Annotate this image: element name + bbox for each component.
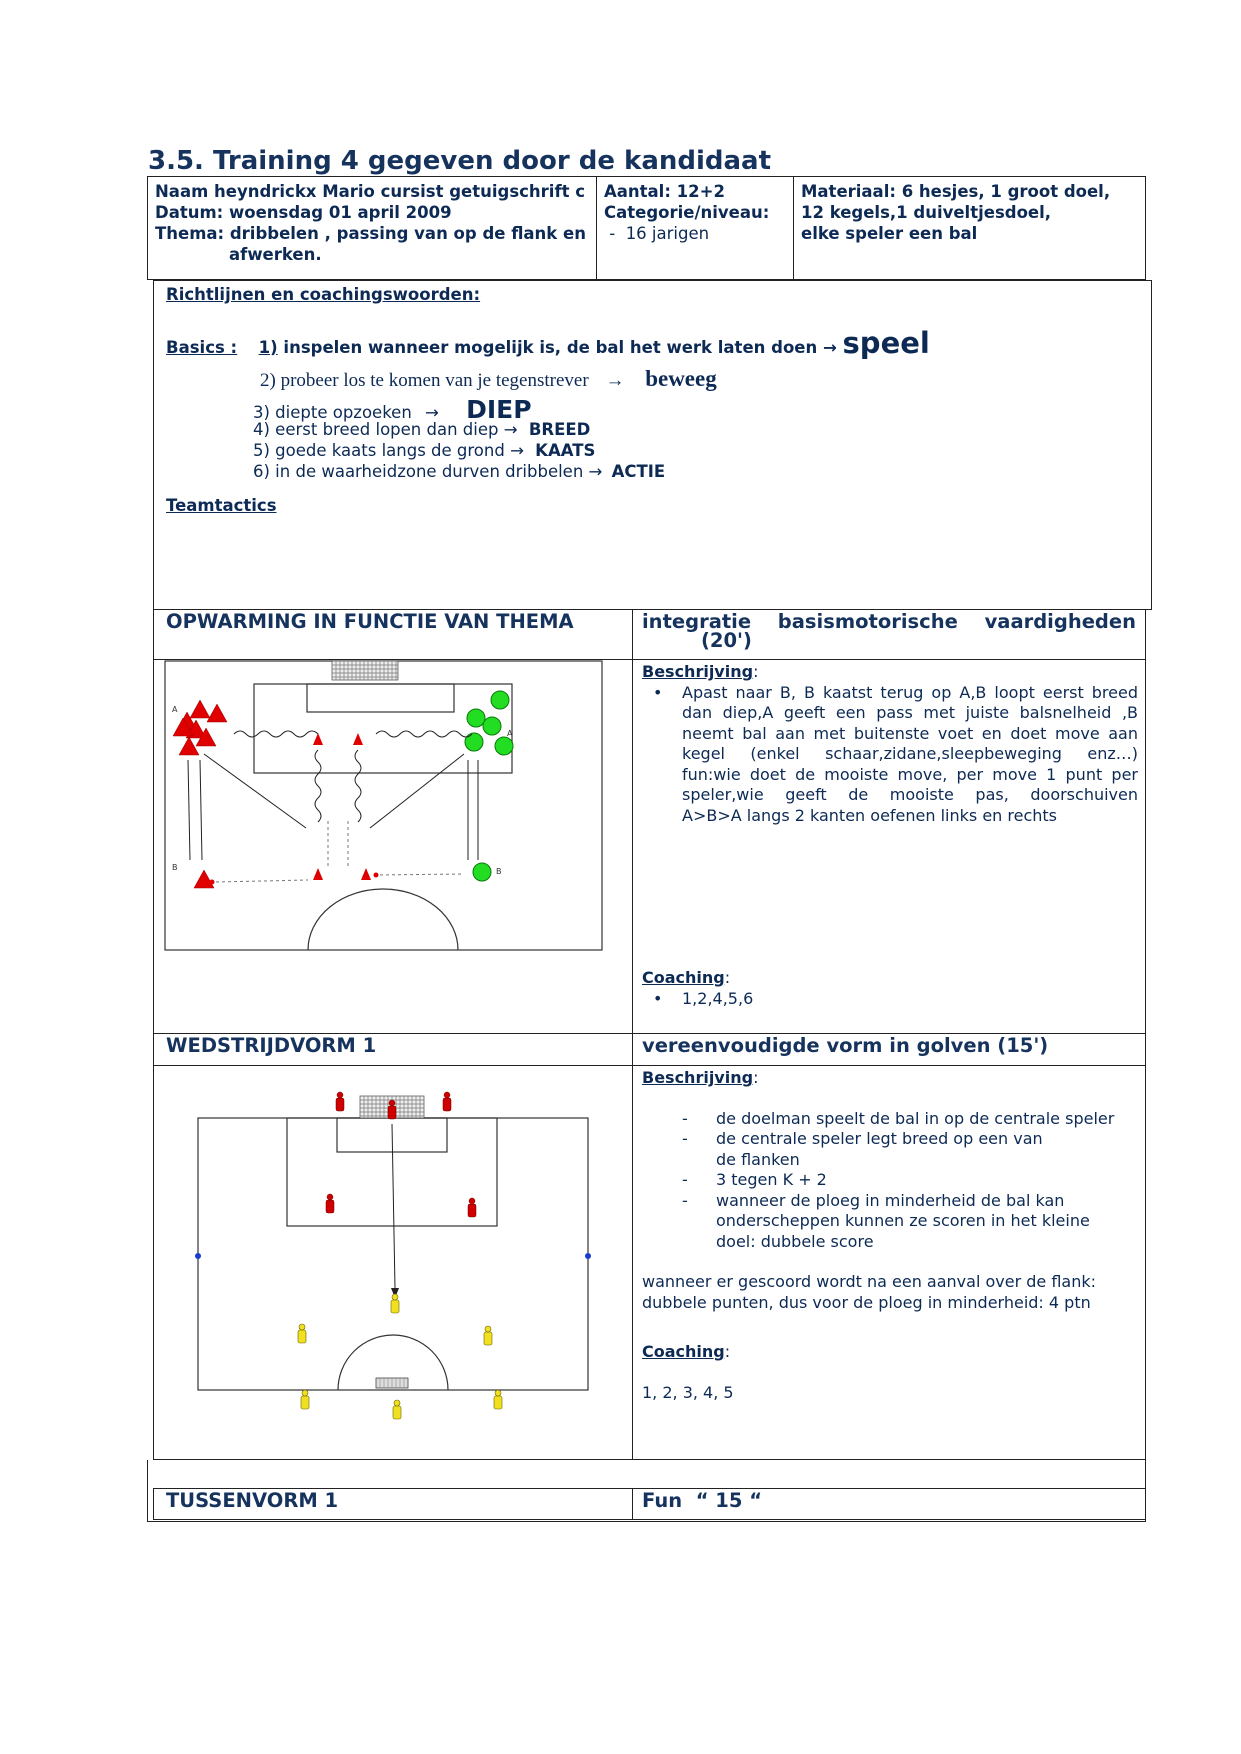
bullet-icon: • — [653, 988, 663, 1008]
diagram-label-a: A — [172, 705, 178, 714]
list-item: - wanneer de ploeg in minderheid de bal kan onderscheppen kunnen ze scoren in het kleine doel: dubbele score — [642, 1191, 1106, 1253]
basics-item3-text: 3) diepte opzoeken — [253, 403, 412, 422]
goal-net-icon — [332, 661, 398, 680]
match1-subtitle: vereenvoudigde vorm in golven (15') — [642, 1034, 1049, 1057]
match1-coaching-value: 1, 2, 3, 4, 5 — [642, 1382, 734, 1402]
warmup-desc-line: fun:wie doet de mooiste move, per move 1 punt per — [682, 764, 1138, 784]
header-theme: Thema: dribbelen , passing van op de flank en — [155, 224, 586, 243]
basics-item5 — [253, 441, 595, 460]
header-info — [147, 176, 597, 280]
basics-item1-text: inspelen wanneer mogelijk is, de bal het werk laten doen — [283, 338, 818, 357]
player-yellow-icon — [298, 1294, 502, 1419]
diagram-label-b: B — [172, 863, 178, 872]
match1-title: WEDSTRIJDVORM 1 — [166, 1034, 377, 1057]
match1-desc-heading — [642, 1068, 1138, 1089]
arrow-icon: → — [510, 441, 524, 460]
between1-subtitle: Fun “ 15 “ — [642, 1489, 763, 1512]
basics-item5-text: 5) goede kaats langs de grond — [253, 441, 505, 460]
header-category-value: - 16 jarigen — [604, 224, 710, 243]
warmup-subtitle-line2: (20') — [701, 629, 752, 652]
diagram-label-b: B — [496, 867, 502, 876]
warmup-desc-line: Apast naar B, B kaatst terug op A,B loopt eerst breed — [682, 682, 1138, 702]
warmup-desc-line: dan diep,A geeft een pass met juiste balsnelheid ,B — [682, 703, 1138, 722]
list-item: - de doelman speelt de bal in op de centrale speler — [642, 1109, 1138, 1130]
warmup-desc-line: speler,wie geeft de mooiste pas, doorschuiven — [682, 785, 1138, 804]
heading-colon: : — [724, 1342, 731, 1361]
match1-coaching-heading — [642, 1342, 734, 1363]
basics-item4-word: BREED — [528, 420, 591, 439]
match-field-diagram — [188, 1090, 608, 1420]
header-name: Naam heyndrickx Mario cursist getuigschrift c — [155, 182, 586, 201]
small-goal-icon — [376, 1378, 408, 1388]
basics-item4-text: 4) eerst breed lopen dan diep — [253, 420, 499, 439]
heading-colon: : — [724, 968, 731, 987]
warmup-desc-line: A>B>A langs 2 kanten oefenen links en rechts — [682, 805, 1057, 825]
teamtactics-heading: Teamtactics — [166, 496, 277, 515]
page-title: 3.5. Training 4 gegeven door de kandidaat — [148, 146, 772, 176]
header-material-1: Materiaal: 6 hesjes, 1 groot doel, — [801, 182, 1111, 201]
warmup-desc-line: kegel (enkel schaar,zidane,sleepbeweging enz…) — [682, 744, 1138, 763]
warmup-desc-body — [642, 683, 1138, 827]
warmup-coaching-body — [642, 989, 753, 1010]
basics-item2-word: beweeg — [645, 366, 717, 391]
arrow-icon: → — [605, 370, 625, 391]
warmup-coaching — [642, 968, 753, 1009]
warmup-title: OPWARMING IN FUNCTIE VAN THEMA — [166, 610, 574, 633]
header-material — [793, 176, 1146, 280]
basics-item4 — [253, 420, 590, 439]
basics-item6-word: ACTIE — [611, 462, 666, 481]
list-item: - de centrale speler legt breed op een van de flanken — [642, 1129, 1056, 1170]
table-outer-border — [147, 1460, 1146, 1522]
match1-coaching-heading-text: Coaching — [642, 1342, 725, 1361]
warmup-desc-heading-text: Beschrijving — [642, 662, 754, 681]
warmup-description — [642, 662, 1138, 826]
arrow-icon: → — [503, 420, 518, 439]
basics-item5-word: KAATS — [535, 441, 596, 460]
match1-extra-line: dubbele punten, dus voor de ploeg in minderheid: 4 ptn — [642, 1292, 1091, 1312]
arrow-icon: → — [822, 338, 837, 357]
basics-line — [166, 326, 930, 360]
arrow-icon: → — [588, 462, 603, 481]
header-count — [596, 176, 794, 280]
match1-extra — [642, 1272, 1138, 1313]
small-cone-icon — [313, 733, 371, 880]
basics-label: Basics : — [166, 338, 238, 357]
header-material-3: elke speler een bal — [801, 224, 978, 243]
heading-colon: : — [753, 1068, 759, 1087]
guidelines-heading: Richtlijnen en coachingswoorden: — [166, 285, 481, 304]
header-category-label: Categorie/niveau: — [604, 203, 770, 222]
match1-desc-list — [642, 1109, 1138, 1253]
warmup-desc-line: neemt bal aan met buitenste voet en doet move aan — [682, 723, 1138, 743]
arrow-icon: → — [425, 403, 439, 422]
match1-desc-heading-text: Beschrijving — [642, 1068, 754, 1087]
match1-description — [642, 1068, 1138, 1313]
player-cone-icon — [173, 700, 227, 888]
list-item: - 3 tegen K + 2 — [642, 1170, 1138, 1191]
warmup-coaching-heading-text: Coaching — [642, 968, 725, 987]
heading-colon: : — [753, 662, 759, 681]
diagram-label-a: A — [507, 729, 513, 738]
header-theme-cont: afwerken. — [229, 245, 322, 264]
warmup-coaching-heading — [642, 968, 753, 989]
player-circle-icon — [465, 691, 513, 881]
basics-item1-word: speel — [842, 326, 930, 360]
warmup-coaching-value: 1,2,4,5,6 — [682, 988, 754, 1008]
header-count-label: Aantal: 12+2 — [604, 182, 725, 201]
between1-title: TUSSENVORM 1 — [166, 1489, 339, 1512]
match1-coaching — [642, 1342, 734, 1403]
basics-item3-word: DIEP — [466, 395, 532, 424]
bullet-icon: • — [653, 682, 663, 702]
basics-item2 — [260, 366, 717, 392]
warmup-desc-heading — [642, 662, 1138, 683]
warmup-subtitle-line1: integratie basismotorische vaardigheden — [642, 610, 1136, 633]
warmup-drill-diagram — [164, 660, 604, 952]
header-material-2: 12 kegels,1 duiveltjesdoel, — [801, 203, 1052, 222]
basics-item2-text: 2) probeer los te komen van je tegenstrever — [260, 370, 589, 391]
header-date: Datum: woensdag 01 april 2009 — [155, 203, 452, 222]
basics-item1-number: 1) — [258, 338, 278, 357]
warmup-subtitle — [642, 610, 1136, 652]
match1-extra-line: wanneer er gescoord wordt na een aanval over de flank: — [642, 1272, 1096, 1291]
basics-item6-text: 6) in de waarheidzone durven dribbelen — [253, 462, 584, 481]
basics-item6 — [253, 462, 665, 481]
